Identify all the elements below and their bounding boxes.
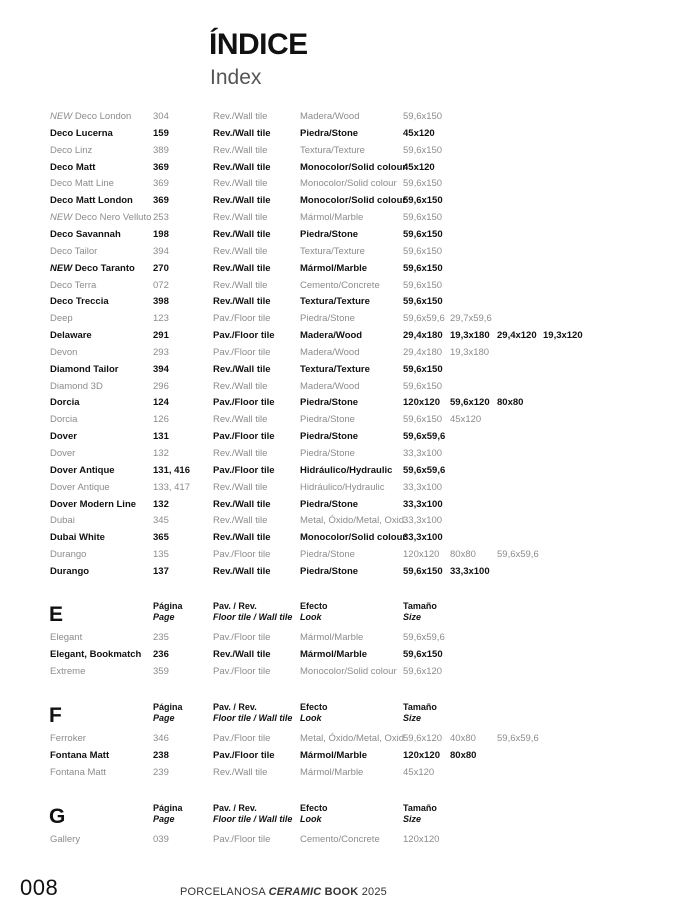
new-badge: NEW (50, 263, 73, 274)
item-page: 304 (153, 111, 169, 122)
item-size: 19,3x180 (450, 330, 490, 341)
item-type: Rev./Wall tile (213, 414, 268, 425)
item-look: Hidráulico/Hydraulic (300, 482, 385, 493)
item-size: 33,3x100 (403, 532, 443, 543)
item-name-cell (50, 209, 151, 226)
new-badge: NEW (50, 111, 73, 122)
item-type: Pav./Floor tile (213, 465, 275, 476)
item-type: Pav./Floor tile (213, 431, 275, 442)
item-look: Piedra/Stone (300, 566, 359, 577)
item-name: Elegant (50, 632, 83, 643)
item-look: Piedra/Stone (300, 229, 359, 240)
item-name: Deco Tailor (50, 246, 98, 257)
item-look: Mármol/Marble (300, 649, 368, 660)
column-header-page-es: Página (153, 702, 183, 712)
item-size: 59,6x120 (403, 733, 443, 744)
item-page: 131 (153, 431, 169, 442)
item-name: Deco Linz (50, 145, 93, 156)
item-type: Pav./Floor tile (213, 666, 271, 677)
item-page: 123 (153, 313, 169, 324)
item-size: 33,3x100 (403, 515, 443, 526)
item-look: Monocolor/Solid colour (300, 178, 397, 189)
item-name-cell (50, 361, 118, 378)
item-page: 133, 417 (153, 482, 190, 493)
item-size: 120x120 (403, 397, 440, 408)
item-type: Rev./Wall tile (213, 364, 271, 375)
item-size: 59,6x150 (403, 566, 443, 577)
item-page: 369 (153, 195, 169, 206)
column-header-size-en: Size (403, 713, 422, 723)
item-size: 45x120 (403, 128, 435, 139)
item-size: 40x80 (450, 733, 476, 744)
item-size: 59,6x150 (403, 246, 443, 257)
item-page: 365 (153, 532, 169, 543)
item-look: Monocolor/Solid colour (300, 162, 407, 173)
item-size: 59,6x150 (403, 414, 443, 425)
item-name-cell (50, 764, 106, 781)
item-size: 33,3x100 (403, 499, 443, 510)
item-size: 59,6x150 (403, 111, 443, 122)
item-size: 80x80 (497, 397, 524, 408)
column-header-size-es: Tamaño (403, 702, 437, 712)
item-name-cell (50, 260, 135, 277)
item-name: Deco London (74, 111, 132, 122)
item-type: Rev./Wall tile (213, 263, 271, 274)
item-name: Deco Matt (50, 162, 96, 173)
item-name-cell (50, 142, 92, 159)
item-look: Mármol/Marble (300, 767, 364, 778)
item-name: Durango (50, 566, 90, 577)
item-name-cell (50, 831, 80, 848)
item-page: 359 (153, 666, 169, 677)
item-size: 59,6x59,6 (403, 632, 445, 643)
item-size: 80x80 (450, 549, 476, 560)
item-name: Dover (50, 448, 76, 459)
item-name: Deco Matt London (50, 195, 133, 206)
item-size: 59,6x59,6 (403, 465, 446, 476)
item-look: Metal, Óxido/Metal, Oxid (300, 515, 405, 526)
item-name: Deco Matt Line (50, 178, 114, 189)
item-type: Rev./Wall tile (213, 145, 268, 156)
item-name: Dorcia (50, 414, 78, 425)
item-page: 126 (153, 414, 169, 425)
item-look: Hidráulico/Hydraulic (300, 465, 393, 476)
item-page: 239 (153, 767, 169, 778)
column-header-look-es: Efecto (300, 601, 328, 611)
page-subtitle: Index (210, 66, 262, 89)
footer-brand (180, 886, 387, 898)
item-name-cell (50, 663, 85, 680)
item-page: 039 (153, 834, 169, 845)
footer-year: 2025 (361, 886, 387, 898)
item-name: Extreme (50, 666, 86, 677)
column-header-size-es: Tamaño (403, 803, 437, 813)
new-badge: NEW (50, 212, 73, 223)
item-look: Piedra/Stone (300, 549, 355, 560)
column-header-look-es: Efecto (300, 803, 328, 813)
item-type: Pav./Floor tile (213, 549, 271, 560)
item-name: Gallery (50, 834, 81, 845)
item-type: Rev./Wall tile (213, 649, 271, 660)
item-type: Rev./Wall tile (213, 499, 271, 510)
item-page: 270 (153, 263, 169, 274)
item-look: Textura/Texture (300, 296, 370, 307)
item-type: Rev./Wall tile (213, 767, 268, 778)
item-type: Rev./Wall tile (213, 162, 271, 173)
item-name: Dover Antique (50, 465, 115, 476)
item-page: 135 (153, 549, 169, 560)
item-look: Monocolor/Solid colour (300, 532, 407, 543)
footer-brand-name: PORCELANOSA (180, 886, 266, 898)
column-header-page-es: Página (153, 601, 183, 611)
item-name-cell (50, 226, 121, 243)
item-name-cell (50, 378, 103, 395)
item-page: 131, 416 (153, 465, 190, 476)
item-size: 59,6x120 (450, 397, 490, 408)
item-size: 19,3x180 (450, 347, 490, 358)
item-name: Deep (50, 313, 73, 324)
item-type: Pav./Floor tile (213, 347, 271, 358)
item-name: Ferroker (50, 733, 86, 744)
item-size: 59,6x59,6 (403, 431, 446, 442)
item-type: Rev./Wall tile (213, 381, 268, 392)
item-name: Elegant, Bookmatch (50, 649, 142, 660)
column-header-type-en: Floor tile / Wall tile (213, 713, 293, 723)
item-type: Rev./Wall tile (213, 482, 268, 493)
column-header-size (403, 803, 437, 825)
item-name: Diamond 3D (50, 381, 103, 392)
item-look: Mármol/Marble (300, 212, 364, 223)
item-look: Piedra/Stone (300, 313, 355, 324)
item-name-cell (50, 192, 133, 209)
item-look: Piedra/Stone (300, 397, 359, 408)
item-look: Madera/Wood (300, 111, 360, 122)
column-header-page-en: Page (153, 713, 175, 723)
item-type: Pav./Floor tile (213, 750, 275, 761)
item-page: 198 (153, 229, 169, 240)
item-name: Fontana Matt (50, 750, 110, 761)
item-name-cell (50, 243, 97, 260)
item-size: 120x120 (403, 549, 440, 560)
item-name-cell (50, 327, 92, 344)
column-header-page-en: Page (153, 814, 175, 824)
item-size: 33,3x100 (403, 448, 443, 459)
item-name-cell (50, 646, 141, 663)
item-page: 072 (153, 280, 169, 291)
item-page: 345 (153, 515, 169, 526)
item-look: Metal, Óxido/Metal, Oxid (300, 733, 405, 744)
item-type: Rev./Wall tile (213, 128, 271, 139)
item-size: 120x120 (403, 750, 440, 761)
item-type: Rev./Wall tile (213, 229, 271, 240)
item-page: 236 (153, 649, 169, 660)
item-look: Piedra/Stone (300, 431, 359, 442)
item-size: 59,6x150 (403, 649, 443, 660)
column-header-type (213, 803, 292, 825)
item-size: 29,4x180 (403, 330, 443, 341)
item-size: 59,6x150 (403, 178, 443, 189)
item-type: Rev./Wall tile (213, 448, 268, 459)
item-name: Deco Treccia (50, 296, 109, 307)
item-name: Deco Lucerna (50, 128, 113, 139)
item-size: 59,6x150 (403, 381, 443, 392)
page-title: ÍNDICE (209, 28, 308, 61)
item-name-cell (50, 108, 131, 125)
item-name-cell (50, 496, 136, 513)
item-look: Madera/Wood (300, 347, 360, 358)
item-name: Devon (50, 347, 78, 358)
item-look: Textura/Texture (300, 246, 365, 257)
item-name-cell (50, 394, 80, 411)
item-size: 59,6x150 (403, 280, 443, 291)
column-header-type-en: Floor tile / Wall tile (213, 814, 293, 824)
item-name-cell (50, 175, 114, 192)
item-type: Rev./Wall tile (213, 246, 268, 257)
column-header-size (403, 601, 437, 623)
column-header-type-es: Pav. / Rev. (213, 601, 257, 611)
item-type: Pav./Floor tile (213, 313, 271, 324)
column-header-size-en: Size (403, 612, 422, 622)
item-look: Cemento/Concrete (300, 280, 380, 291)
item-name-cell (50, 125, 113, 142)
section-letter: E (49, 603, 64, 626)
item-name: Dover Modern Line (50, 499, 137, 510)
item-size: 59,6x150 (403, 145, 443, 156)
item-name: Dover (50, 431, 77, 442)
column-header-look (300, 601, 328, 623)
item-type: Rev./Wall tile (213, 212, 268, 223)
column-header-page-en: Page (153, 612, 175, 622)
item-name-cell (50, 310, 73, 327)
item-name-cell (50, 293, 109, 310)
column-header-size-es: Tamaño (403, 601, 437, 611)
item-name: Deco Terra (50, 280, 97, 291)
column-header-look (300, 702, 328, 724)
item-name-cell (50, 546, 86, 563)
item-size: 59,6x59,6 (497, 733, 539, 744)
item-type: Rev./Wall tile (213, 515, 268, 526)
item-name: Deco Savannah (50, 229, 121, 240)
item-size: 29,4x180 (403, 347, 443, 358)
item-name-cell (50, 629, 82, 646)
column-header-type (213, 601, 292, 623)
item-page: 137 (153, 566, 169, 577)
item-type: Rev./Wall tile (213, 296, 271, 307)
item-name: Dover Antique (50, 482, 110, 493)
item-size: 59,6x59,6 (403, 313, 445, 324)
item-page: 296 (153, 381, 169, 392)
column-header-page (153, 803, 183, 825)
item-size: 19,3x120 (543, 330, 583, 341)
item-type: Rev./Wall tile (213, 178, 268, 189)
item-type: Pav./Floor tile (213, 330, 275, 341)
item-name-cell (50, 344, 77, 361)
item-page: 235 (153, 632, 169, 643)
item-look: Mármol/Marble (300, 263, 368, 274)
column-header-type-en: Floor tile / Wall tile (213, 612, 293, 622)
item-look: Textura/Texture (300, 364, 370, 375)
item-look: Mármol/Marble (300, 632, 364, 643)
item-look: Piedra/Stone (300, 448, 355, 459)
item-type: Pav./Floor tile (213, 632, 271, 643)
item-look: Textura/Texture (300, 145, 365, 156)
item-size: 59,6x150 (403, 364, 443, 375)
column-header-type (213, 702, 292, 724)
item-size: 29,4x120 (497, 330, 537, 341)
item-name-cell (50, 411, 77, 428)
item-name-cell (50, 479, 110, 496)
item-name-cell (50, 512, 75, 529)
item-page: 238 (153, 750, 169, 761)
column-header-size-en: Size (403, 814, 422, 824)
item-name: Dubai White (50, 532, 105, 543)
item-look: Piedra/Stone (300, 414, 355, 425)
column-header-page (153, 601, 183, 623)
item-type: Rev./Wall tile (213, 532, 271, 543)
item-name-cell (50, 462, 115, 479)
item-page: 124 (153, 397, 169, 408)
item-name-cell (50, 730, 86, 747)
item-size: 59,6x150 (403, 296, 443, 307)
item-name-cell (50, 563, 89, 580)
item-page: 346 (153, 733, 169, 744)
footer-ceramic: CERAMIC (268, 886, 322, 898)
item-look: Monocolor/Solid colour (300, 195, 407, 206)
item-page: 159 (153, 128, 169, 139)
item-size: 29,7x59,6 (450, 313, 492, 324)
item-size: 120x120 (403, 834, 440, 845)
item-size: 45x120 (403, 767, 435, 778)
item-type: Pav./Floor tile (213, 397, 275, 408)
item-size: 45x120 (450, 414, 482, 425)
item-look: Mármol/Marble (300, 750, 368, 761)
item-look: Piedra/Stone (300, 499, 359, 510)
page-number: 008 (20, 875, 59, 900)
item-name-cell (50, 747, 109, 764)
item-page: 389 (153, 145, 169, 156)
item-name-cell (50, 277, 96, 294)
item-size: 59,6x150 (403, 195, 443, 206)
item-size: 59,6x150 (403, 212, 443, 223)
item-page: 394 (153, 246, 169, 257)
column-header-type-es: Pav. / Rev. (213, 702, 257, 712)
item-page: 293 (153, 347, 169, 358)
column-header-page-es: Página (153, 803, 183, 813)
item-size: 33,3x100 (403, 482, 443, 493)
item-name-cell (50, 529, 105, 546)
item-name: Fontana Matt (50, 767, 106, 778)
item-name: Deco Nero Velluto (74, 212, 152, 223)
item-type: Rev./Wall tile (213, 195, 271, 206)
item-page: 132 (153, 499, 169, 510)
item-page: 253 (153, 212, 169, 223)
item-page: 132 (153, 448, 169, 459)
column-header-look (300, 803, 328, 825)
column-header-look-es: Efecto (300, 702, 328, 712)
item-name: Delaware (50, 330, 92, 341)
column-header-size (403, 702, 437, 724)
item-name-cell (50, 159, 95, 176)
item-type: Pav./Floor tile (213, 733, 271, 744)
item-type: Rev./Wall tile (213, 566, 271, 577)
item-look: Monocolor/Solid colour (300, 666, 397, 677)
item-name-cell (50, 428, 77, 445)
column-header-page (153, 702, 183, 724)
item-size: 59,6x59,6 (497, 549, 539, 560)
item-size: 59,6x150 (403, 229, 443, 240)
item-name: Durango (50, 549, 87, 560)
column-header-look-en: Look (300, 814, 322, 824)
item-look: Madera/Wood (300, 381, 360, 392)
item-type: Pav./Floor tile (213, 834, 271, 845)
section-letter: G (49, 805, 66, 828)
item-name: Dubai (50, 515, 75, 526)
item-name: Deco Taranto (74, 263, 135, 274)
item-look: Madera/Wood (300, 330, 363, 341)
item-look: Piedra/Stone (300, 128, 359, 139)
item-name: Dorcia (50, 397, 80, 408)
item-name-cell (50, 445, 75, 462)
item-page: 369 (153, 178, 169, 189)
item-size: 45x120 (403, 162, 435, 173)
section-letter: F (49, 704, 62, 727)
column-header-type-es: Pav. / Rev. (213, 803, 257, 813)
item-page: 398 (153, 296, 169, 307)
column-header-look-en: Look (300, 713, 322, 723)
footer-book: BOOK (324, 886, 359, 898)
item-type: Rev./Wall tile (213, 280, 268, 291)
item-type: Rev./Wall tile (213, 111, 268, 122)
item-size: 33,3x100 (450, 566, 490, 577)
item-page: 291 (153, 330, 169, 341)
item-page: 394 (153, 364, 169, 375)
column-header-look-en: Look (300, 612, 322, 622)
item-look: Cemento/Concrete (300, 834, 380, 845)
item-size: 59,6x120 (403, 666, 443, 677)
item-name: Diamond Tailor (50, 364, 119, 375)
item-page: 369 (153, 162, 169, 173)
item-size: 80x80 (450, 750, 477, 761)
item-size: 59,6x150 (403, 263, 443, 274)
